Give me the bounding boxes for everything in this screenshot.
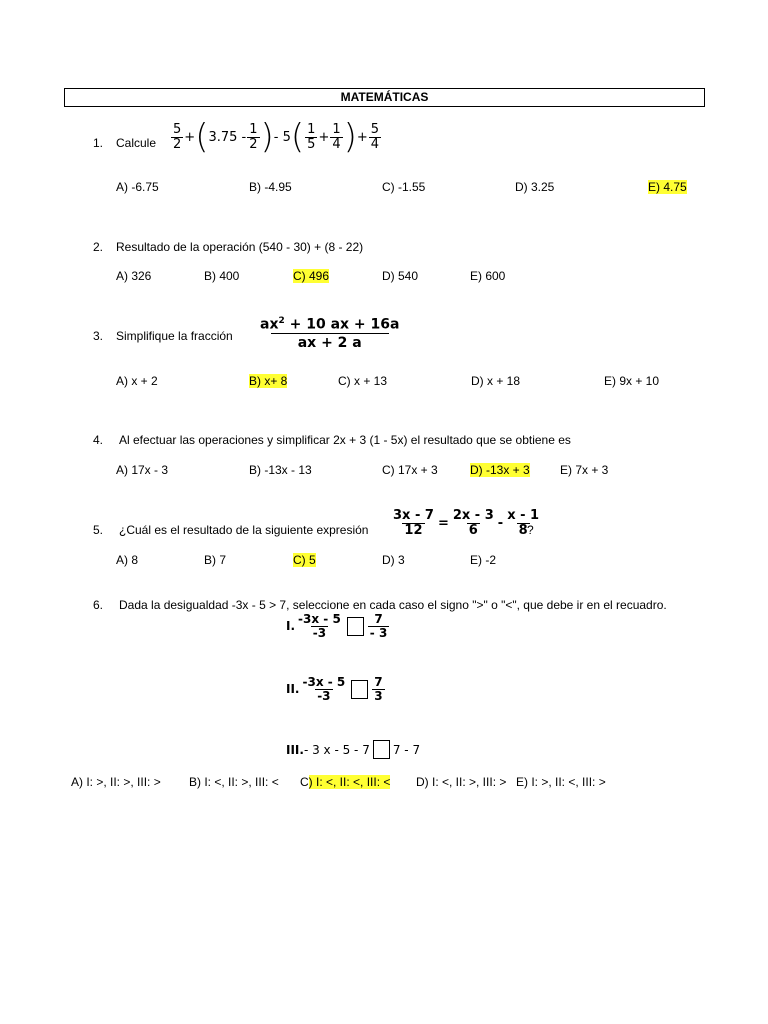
q6-option-e: E) I: >, II: <, III: > (516, 775, 606, 789)
q4-option-b: B) -13x - 13 (249, 463, 312, 477)
q2-number: 2. (93, 240, 104, 254)
q1-option-c: C) -1.55 (382, 180, 426, 194)
fraction: $\frac{5}{4}$ (370, 121, 380, 152)
fraction: $\frac{5}{2}$ (173, 121, 182, 152)
q1-expression: $\frac{5}{2}$ + ( 3.75 - $\frac{1}{2}$ ) - 5 ( $\frac{1}{5}$ + $\frac{1}{4}$ ) + $\frac{5}{4}$ (173, 117, 380, 157)
fraction: $\frac{7}{3}$ (374, 675, 383, 703)
q6-number: 6. (93, 598, 104, 612)
q2-option-a: A) 326 (116, 269, 152, 283)
q5-expression: $\frac{3x - 7}{12}$ = $\frac{2x - 3}{6}$ - $\frac{x - 1}{8}$ (393, 508, 540, 538)
q6-item-ii: II. $\frac{-3x - 5}{-3}$ $\frac{7}{3}$ (286, 675, 383, 703)
q1-prompt: Calcule (116, 136, 157, 150)
q6-item-iii: III. - 3 x - 5 - 7 7 - 7 (286, 740, 420, 759)
q6-option-a: A) I: >, II: >, III: > (71, 775, 161, 789)
fraction: $\frac{3x - 7}{12}$ (393, 508, 434, 538)
q5-prompt: ¿Cuál es el resultado de la siguiente expresión (119, 523, 369, 537)
q3-option-b-answer: B) x+ 8 (249, 374, 288, 388)
q4-number: 4. (93, 433, 104, 447)
q4-option-d-answer: D) -13x + 3 (470, 463, 530, 477)
q6-item-i: I. $\frac{-3x - 5}{-3}$ $\frac{7}{- 3}$ (286, 612, 388, 640)
fraction: $\frac{1}{5}$ (307, 121, 316, 152)
q6-option-b: B) I: <, II: >, III: < (189, 775, 279, 789)
fraction: $\frac{7}{- 3}$ (369, 612, 388, 640)
q2-prompt: Resultado de la operación (540 - 30) + (8 - 22) (116, 240, 364, 254)
q2-option-e: E) 600 (470, 269, 506, 283)
q1-option-b: B) -4.95 (249, 180, 292, 194)
q5-option-c-answer: C) 5 (293, 553, 316, 567)
q4-option-a: A) 17x - 3 (116, 463, 169, 477)
answer-box (351, 680, 368, 699)
q3-expression: $\frac{ax^2 + 10 ax + 16a}{ax + 2 a}$ (260, 316, 400, 352)
q2-option-c-answer: C) 496 (293, 269, 330, 283)
q6-prompt: Dada la desigualdad -3x - 5 > 7, seleccione en cada caso el signo ">" o "<", que debe ir en el recuadro. (119, 598, 667, 612)
q2-option-b: B) 400 (204, 269, 240, 283)
fraction: $\frac{1}{4}$ (332, 121, 341, 152)
q1-number: 1. (93, 136, 104, 150)
q5-option-d: D) 3 (382, 553, 405, 567)
q1-option-e-answer: E) 4.75 (648, 180, 687, 194)
q5-question-mark: ? (527, 523, 534, 537)
q4-option-c: C) 17x + 3 (382, 463, 438, 477)
q3-option-d: D) x + 18 (471, 374, 521, 388)
fraction: $\frac{-3x - 5}{-3}$ (298, 612, 341, 640)
fraction: $\frac{2x - 3}{6}$ (452, 508, 494, 538)
answer-box (373, 740, 390, 759)
fraction: $\frac{-3x - 5}{-3}$ (302, 675, 346, 703)
q3-option-e: E) 9x + 10 (604, 374, 660, 388)
q5-option-e: E) -2 (470, 553, 497, 567)
q3-number: 3. (93, 329, 104, 343)
q4-prompt: Al efectuar las operaciones y simplificar 2x + 3 (1 - 5x) el resultado que se obtiene es (119, 433, 571, 447)
q6-option-d: D) I: <, II: >, III: > (416, 775, 507, 789)
answer-box (347, 617, 364, 636)
q1-option-d: D) 3.25 (515, 180, 555, 194)
q2-option-d: D) 540 (382, 269, 419, 283)
q6-option-c-answer: C) I: <, II: <, III: < (300, 775, 391, 789)
q3-option-c: C) x + 13 (338, 374, 388, 388)
page-title: MATEMÁTICAS (64, 88, 705, 107)
q4-option-e: E) 7x + 3 (560, 463, 609, 477)
q5-option-a: A) 8 (116, 553, 139, 567)
q3-prompt: Simplifique la fracción (116, 329, 233, 343)
q3-option-a: A) x + 2 (116, 374, 158, 388)
q5-number: 5. (93, 523, 104, 537)
q5-option-b: B) 7 (204, 553, 227, 567)
fraction: $\frac{1}{2}$ (249, 121, 258, 152)
q1-option-a: A) -6.75 (116, 180, 159, 194)
fraction: $\frac{x - 1}{8}$ (507, 508, 540, 538)
